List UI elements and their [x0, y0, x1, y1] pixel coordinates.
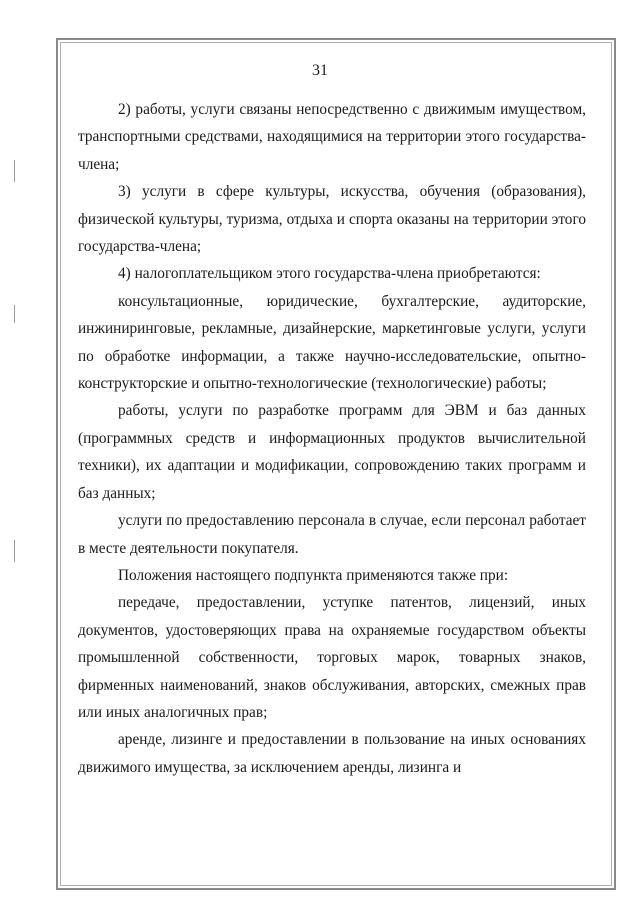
paragraph: консультационные, юридические, бухгалтерские, аудиторские, инжиниринговые, рекламные, дизайнерские, маркетинговые услуги, услуги по обработке информации, а также научно-исследовательские, опытно-конструкторские и опытно-технологические (технологические) работы; — [78, 292, 586, 393]
scan-margin-mark — [14, 540, 15, 562]
paragraph: 4) налогоплательщиком этого государства-члена приобретаются: — [118, 265, 541, 283]
paragraph: передаче, предоставлении, уступке патентов, лицензий, иных документов, удостоверяющих права на охраняемые государством объекты промышленной собственности, торговых марок, товарных знаков, фирменных наименований, знаков обслуживания, авторских, смежных прав или иных аналогичных прав; — [78, 594, 586, 721]
paragraph: аренде, лизинге и предоставлении в пользование на иных основаниях движимого имущества, за исключением аренды, лизинга и — [78, 731, 586, 776]
document-body — [78, 96, 586, 781]
paragraph: работы, услуги по разработке программ для ЭВМ и баз данных (программных средств и информационных продуктов вычислительной техники), их адаптации и модификации, сопровождению таких программ и баз данных; — [78, 402, 586, 502]
paragraph: услуги по предоставлению персонала в случае, если персонал работает в месте деятельности покупателя. — [78, 512, 586, 557]
paragraph: Положения настоящего подпункта применяются также при: — [118, 566, 509, 584]
paragraph: 2) работы, услуги связаны непосредственно с движимым имуществом, транспортными средствами, находящимися на территории этого государства-члена; — [78, 101, 586, 173]
scan-margin-mark — [14, 305, 15, 323]
paragraph: 3) услуги в сфере культуры, искусства, обучения (образования), физической культуры, туризма, отдыха и спорта оказаны на территории этого государства-члена; — [78, 183, 586, 256]
page-number: 31 — [312, 62, 328, 79]
scan-margin-mark — [14, 160, 15, 182]
